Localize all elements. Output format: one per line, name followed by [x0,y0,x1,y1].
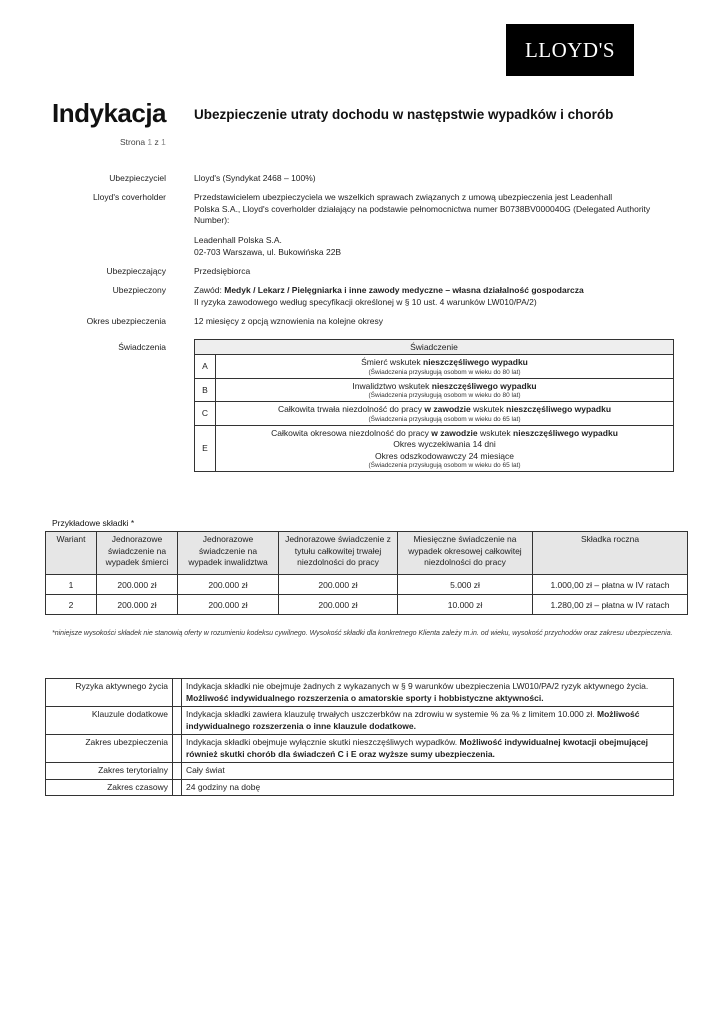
details-value: 24 godziny na dobę [182,779,674,796]
details-table [45,678,674,796]
details-row [46,735,674,763]
premiums-col-header: Wariant [46,532,97,575]
table-cell: 200.000 zł [97,575,178,595]
details-label: Ryzyka aktywnego życia [46,679,173,707]
benefit-row-b [195,378,674,402]
okres-label: Okres ubezpieczenia [86,316,166,326]
details-value: Indykacja składki nie obejmuje żadnych z wykazanych w § 9 warunków ubezpieczenia LW010/PA/2 ryzyk aktywnego życia. Możliwość indywidualnego rozszerzenia o amatorskie sporty i hobbistyczne aktywności. [182,679,674,707]
coverholder-value: Przedstawicielem ubezpieczyciela we wszelkich sprawach związanych z umową ubezpieczenia jest Leadenhall Polska S.A., Lloyd's coverholder działający na podstawie pełnomocnictwa numer B0738BV000040G (Delegated Authority Number): [194,192,651,225]
coverholder-address: Leadenhall Polska S.A. 02-703 Warszawa, ul. Bukowińska 22B [194,235,342,257]
details-label: Klauzule dodatkowe [46,707,173,735]
ubezpieczony-label: Ubezpieczony [112,285,166,295]
benefits-table [194,339,674,472]
premiums-table [45,531,688,615]
table-cell: 200.000 zł [97,595,178,615]
table-cell: 200.000 zł [178,575,279,595]
table-cell: 1 [46,575,97,595]
benefit-row-e [195,425,674,472]
benefit-row-c [195,402,674,426]
details-spacer [173,679,182,707]
ubezpieczony-value: Zawód: Medyk / Lekarz / Pielęgniarka i inne zawody medyczne – własna działalność gospodarcza II ryzyka zawodowego według specyfikacji określonej w § 10 ust. 4 warunków LW010/PA/2) [194,285,584,307]
coverholder-label: Lloyd's coverholder [93,192,166,202]
table-cell: 2 [46,595,97,615]
details-value: Indykacja składki zawiera klauzulę trwałych uszczerbków na zdrowiu w systemie % za % z limitem 10.000 zł. Możliwość indywidualnego rozszerzenia o inne klauzule dodatkowe. [182,707,674,735]
details-row [46,707,674,735]
page-indicator: Strona 1 z 1 [120,137,166,147]
table-cell: 200.000 zł [279,595,398,615]
table-cell: 1.000,00 zł – płatna w IV ratach [533,575,688,595]
benefit-letter: E [195,425,216,472]
table-cell: 200.000 zł [279,575,398,595]
premiums-col-header: Miesięczne świadczenie na wypadek okresowej całkowitej niezdolności do pracy [398,532,533,575]
page-title: Indykacja [52,98,167,128]
okres-value: 12 miesięcy z opcją wznowienia na kolejne okresy [194,316,383,326]
table-cell: 10.000 zł [398,595,533,615]
benefit-desc: Inwalidztwo wskutek nieszczęśliwego wypadku (Świadczenia przysługują osobom w wieku do 80 lat) [216,378,674,402]
benefit-desc: Całkowita trwała niezdolność do pracy w zawodzie wskutek nieszczęśliwego wypadku (Świadczenia przysługują osobom w wieku do 65 lat) [216,402,674,426]
ubezpieczajacy-label: Ubezpieczający [106,266,166,276]
details-row [46,779,674,796]
benefit-desc: Śmierć wskutek nieszczęśliwego wypadku (Świadczenia przysługują osobom w wieku do 80 lat) [216,355,674,379]
ubezpieczyciel-value: Lloyd's (Syndykat 2468 – 100%) [194,173,316,183]
details-value: Indykacja składki obejmuje wyłącznie skutki nieszczęśliwych wypadków. Możliwość indywidualnej kwotacji obejmującej również skutki chorób dla świadczeń C i E oraz wyższe sumy ubezpieczenia. [182,735,674,763]
details-label: Zakres czasowy [46,779,173,796]
details-spacer [173,763,182,780]
benefit-desc: Całkowita okresowa niezdolność do pracy w zawodzie wskutek nieszczęśliwego wypadku Okres wyczekiwania 14 dni Okres odszkodowawczy 24 miesiące (Świadczenia przysługują osobom w wieku do 65 lat) [216,425,674,472]
benefit-letter: B [195,378,216,402]
details-spacer [173,735,182,763]
premiums-col-header: Jednorazowe świadczenie na wypadek śmierci [97,532,178,575]
details-value: Cały świat [182,763,674,780]
lloyds-logo: LLOYD'S [506,24,634,76]
table-cell: 5.000 zł [398,575,533,595]
table-cell: 200.000 zł [178,595,279,615]
premiums-disclaimer: *niniejsze wysokości składek nie stanowią oferty w rozumieniu kodeksu cywilnego. Wysokość składki dla konkretnego Klienta zależy m.in. od wieku, wysokość przychodów oraz zakresu ubezpieczenia. [52,630,673,637]
details-row [46,763,674,780]
swiadczenia-label: Świadczenia [118,342,166,352]
details-label: Zakres ubezpieczenia [46,735,173,763]
benefit-letter: C [195,402,216,426]
premiums-col-header: Składka roczna [533,532,688,575]
table-cell: 1.280,00 zł – płatna w IV ratach [533,595,688,615]
table-row [46,595,688,615]
ubezpieczyciel-label: Ubezpieczyciel [109,173,166,183]
benefit-row-a [195,355,674,379]
ubezpieczajacy-value: Przedsiębiorca [194,266,251,276]
benefits-header: Świadczenie [195,340,674,355]
details-label: Zakres terytorialny [46,763,173,780]
details-spacer [173,707,182,735]
table-row [46,575,688,595]
benefit-letter: A [195,355,216,379]
premiums-col-header: Jednorazowe świadczenie z tytułu całkowitej trwałej niezdolności do pracy [279,532,398,575]
premiums-col-header: Jednorazowe świadczenie na wypadek inwalidztwa [178,532,279,575]
details-spacer [173,779,182,796]
details-row [46,679,674,707]
page-subtitle: Ubezpieczenie utraty dochodu w następstwie wypadków i chorób [194,107,614,122]
premiums-label: Przykładowe składki * [52,518,135,528]
